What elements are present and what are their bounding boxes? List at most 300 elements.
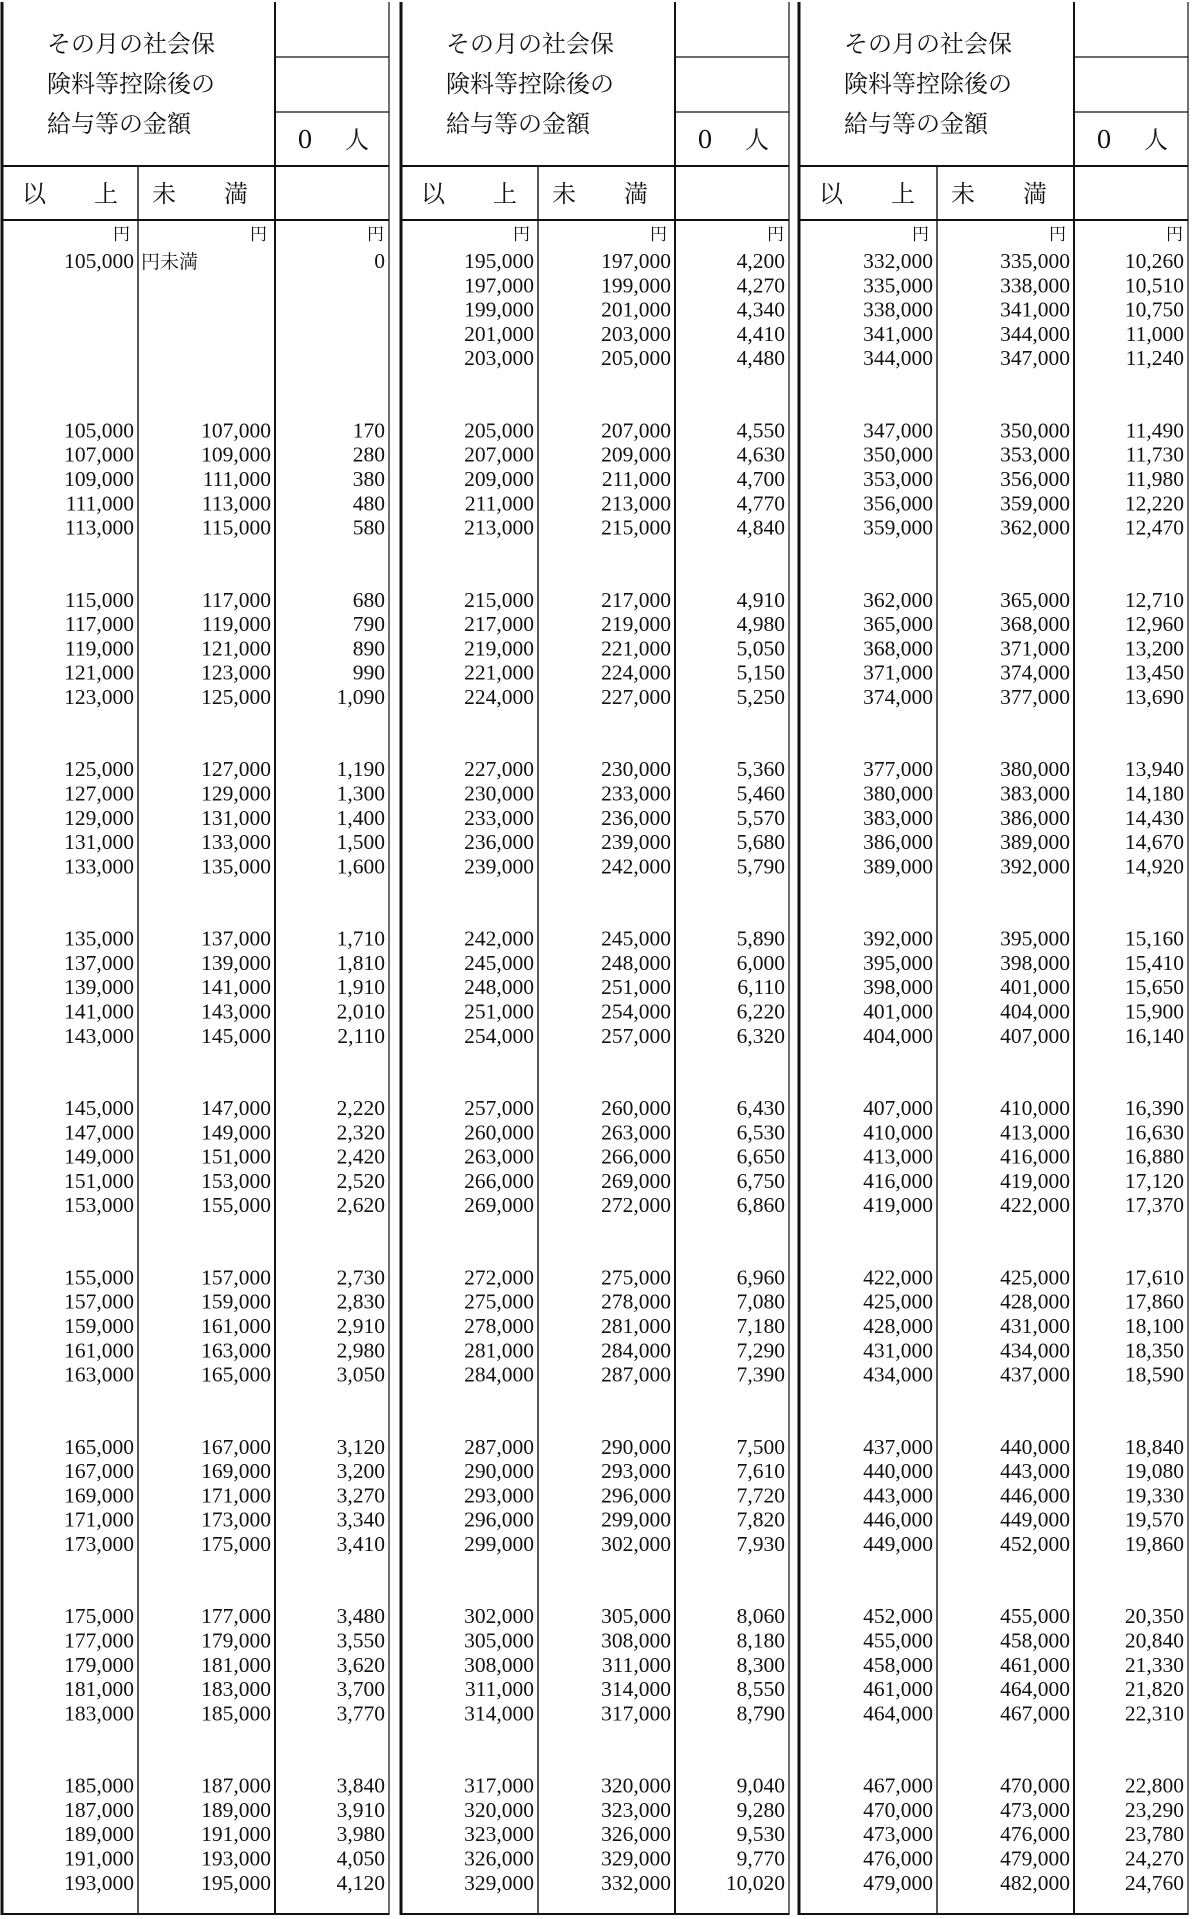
amount-to: 111,000: [202, 467, 271, 491]
amount-from: 145,000: [64, 1096, 134, 1120]
dependents-unit: 人: [1144, 126, 1168, 154]
amount-to: 365,000: [1000, 587, 1070, 612]
tax-amount: 4,770: [736, 491, 785, 516]
amount-from: 395,000: [863, 950, 933, 975]
amount-from: 181,000: [64, 1677, 134, 1702]
amount-from: 290,000: [464, 1459, 534, 1484]
salary-amount-label: その月の社会保: [446, 30, 614, 58]
tax-amount: 21,820: [1124, 1677, 1184, 1702]
amount-to: 344,000: [1000, 321, 1070, 346]
tax-amount: 6,220: [736, 999, 785, 1024]
dependents-unit: 人: [745, 126, 769, 154]
amount-from: 139,000: [64, 975, 134, 1000]
table-row: [64, 1847, 385, 1871]
tax-amount: 14,670: [1124, 830, 1184, 855]
table-row: [64, 1532, 385, 1556]
amount-from: 157,000: [64, 1289, 134, 1314]
tax-amount: 7,610: [736, 1459, 785, 1484]
tax-amount: 4,050: [336, 1846, 385, 1871]
table-row: [464, 1774, 785, 1798]
table-row: [64, 1363, 385, 1387]
amount-to: 293,000: [601, 1459, 671, 1484]
amount-to: 449,000: [1000, 1507, 1070, 1532]
dependents-count: 0: [1096, 126, 1112, 154]
table-row: [464, 346, 785, 370]
amount-from: 287,000: [464, 1434, 534, 1459]
tax-amount: 7,820: [736, 1507, 785, 1532]
amount-to: 167,000: [201, 1434, 271, 1459]
amount-to: 181,000: [201, 1652, 271, 1677]
amount-from: 191,000: [64, 1846, 134, 1871]
table-row: [863, 491, 1184, 515]
table-row: [863, 1265, 1184, 1289]
table-row: [464, 1000, 785, 1024]
table-row: [465, 1677, 785, 1701]
tax-amount: 9,040: [736, 1773, 785, 1798]
tax-amount: 5,570: [736, 805, 785, 830]
tax-amount: 4,340: [736, 297, 785, 322]
table-row: [464, 830, 785, 854]
amount-from: 398,000: [863, 975, 933, 1000]
table-row: [863, 1314, 1184, 1338]
tax-amount: 12,470: [1124, 515, 1184, 540]
amount-from: 374,000: [863, 685, 933, 709]
table-row: [465, 491, 785, 515]
table-row: [64, 1169, 385, 1193]
table-row: [464, 322, 785, 346]
table-row: [464, 1653, 785, 1677]
tax-amount: 8,300: [736, 1652, 785, 1677]
table-row: [64, 249, 385, 273]
amount-from: 167,000: [64, 1459, 134, 1484]
tax-amount: 20,350: [1124, 1604, 1184, 1629]
amount-to: 305,000: [601, 1604, 671, 1629]
amount-from: 175,000: [64, 1604, 134, 1629]
table-row: [464, 1096, 785, 1120]
amount-to: 452,000: [1000, 1532, 1070, 1556]
unit-label: 円: [367, 225, 384, 245]
tax-amount: 17,610: [1124, 1265, 1184, 1290]
tax-amount: 4,840: [736, 515, 785, 540]
table-row: [464, 685, 785, 709]
amount-to: 386,000: [1000, 805, 1070, 830]
amount-to: 242,000: [601, 854, 671, 879]
tax-amount: 3,770: [336, 1701, 385, 1726]
amount-to: 401,000: [1000, 975, 1070, 1000]
amount-to: 177,000: [201, 1604, 271, 1629]
tax-amount: 6,110: [737, 975, 785, 1000]
amount-from: 275,000: [464, 1289, 534, 1314]
amount-to: 254,000: [601, 999, 671, 1024]
amount-to: 149,000: [201, 1120, 271, 1145]
table-row: [64, 1096, 385, 1120]
table-row: [464, 1822, 785, 1846]
amount-from: 169,000: [64, 1483, 134, 1508]
column-header-to: 未 満: [152, 180, 248, 208]
amount-from: 121,000: [64, 660, 134, 685]
amount-from: 332,000: [863, 249, 933, 273]
tax-amount: 18,100: [1124, 1314, 1184, 1338]
amount-to: 377,000: [1000, 685, 1070, 709]
unit-label: 円: [513, 225, 530, 245]
amount-from: 159,000: [64, 1314, 134, 1338]
amount-from: 107,000: [64, 442, 134, 467]
salary-amount-label: 給与等の金額: [844, 110, 988, 138]
amount-from: 187,000: [64, 1797, 134, 1822]
amount-to: 359,000: [1000, 491, 1070, 516]
amount-from: 365,000: [863, 612, 933, 637]
amount-from: 119,000: [64, 636, 134, 661]
tax-amount: 7,080: [736, 1289, 785, 1314]
tax-amount: 22,310: [1124, 1701, 1184, 1726]
amount-to: 230,000: [601, 757, 671, 782]
tax-amount: 4,270: [736, 273, 785, 298]
amount-to: 217,000: [601, 587, 671, 612]
tax-amount: 18,350: [1124, 1338, 1184, 1363]
amount-to: 171,000: [201, 1483, 271, 1508]
table-row: [464, 661, 785, 685]
amount-to: 272,000: [601, 1193, 671, 1218]
tax-amount: 11,000: [1125, 321, 1184, 346]
dependents-unit: 人: [345, 126, 369, 154]
table-row: [464, 443, 785, 467]
amount-from: 219,000: [464, 636, 534, 661]
tax-amount: 18,590: [1124, 1362, 1184, 1387]
table-row: [863, 1701, 1184, 1725]
amount-from: 383,000: [863, 805, 933, 830]
tax-amount: 13,200: [1124, 636, 1184, 661]
amount-to: 482,000: [1000, 1870, 1070, 1895]
amount-from: 467,000: [863, 1773, 933, 1798]
tax-amount: 3,050: [336, 1362, 385, 1387]
table-row: [464, 1847, 785, 1871]
amount-to: 347,000: [1000, 346, 1070, 371]
table-row: [64, 1024, 385, 1048]
amount-from: 201,000: [464, 321, 534, 346]
amount-from: 135,000: [64, 926, 134, 951]
amount-from: 440,000: [863, 1459, 933, 1484]
table-row: [64, 443, 385, 467]
table-row: [863, 322, 1184, 346]
tax-amount: 2,620: [336, 1193, 385, 1218]
table-row: [64, 1290, 385, 1314]
table-row: [863, 249, 1184, 273]
column-header-to: 未 満: [951, 180, 1047, 208]
tax-amount: 3,120: [336, 1434, 385, 1459]
amount-to: 135,000: [201, 854, 271, 879]
table-row: [863, 782, 1184, 806]
table-row: [64, 782, 385, 806]
amount-from: 143,000: [64, 1023, 134, 1048]
amount-to: 410,000: [1000, 1096, 1070, 1120]
tax-amount: 1,300: [336, 781, 385, 806]
tax-amount: 2,420: [336, 1144, 385, 1169]
tax-amount: 7,930: [736, 1532, 785, 1556]
amount-to: 165,000: [201, 1362, 271, 1387]
table-row: [464, 516, 785, 540]
table-row: [863, 1483, 1184, 1507]
table-row: [863, 612, 1184, 636]
amount-from: 320,000: [464, 1797, 534, 1822]
amount-to: 239,000: [601, 830, 671, 855]
amount-from: 245,000: [464, 950, 534, 975]
tax-amount: 19,330: [1124, 1483, 1184, 1508]
tax-amount: 18,840: [1124, 1434, 1184, 1459]
table-row: [863, 1169, 1184, 1193]
amount-to: 437,000: [1000, 1362, 1070, 1387]
tax-amount: 15,650: [1124, 975, 1184, 1000]
amount-from: 179,000: [64, 1652, 134, 1677]
amount-from: 115,000: [64, 587, 134, 612]
table-row: [64, 854, 385, 878]
tax-amount: 24,270: [1124, 1846, 1184, 1871]
amount-from: 422,000: [863, 1265, 933, 1290]
tax-amount: 3,410: [336, 1532, 385, 1556]
table-row: [64, 806, 385, 830]
amount-from: 131,000: [64, 830, 134, 855]
amount-to: 213,000: [601, 491, 671, 516]
amount-to: 278,000: [601, 1289, 671, 1314]
amount-to: 467,000: [1000, 1701, 1070, 1726]
tax-amount: 4,910: [736, 587, 785, 612]
tax-amount: 2,110: [337, 1023, 385, 1048]
amount-from: 185,000: [64, 1773, 134, 1798]
table-row: [64, 1435, 385, 1459]
table-row: [863, 443, 1184, 467]
table-row: [863, 1363, 1184, 1387]
tax-amount: 9,280: [736, 1797, 785, 1822]
amount-from: 431,000: [863, 1338, 933, 1363]
amount-to: 201,000: [601, 297, 671, 322]
table-row: [464, 1435, 785, 1459]
amount-from: 129,000: [64, 805, 134, 830]
amount-from: 425,000: [863, 1289, 933, 1314]
amount-to: 161,000: [201, 1314, 271, 1338]
amount-to: 311,000: [601, 1652, 671, 1677]
tax-amount: 3,270: [336, 1483, 385, 1508]
amount-to: 257,000: [601, 1023, 671, 1048]
tax-amount: 6,860: [736, 1193, 785, 1218]
tax-amount: 1,090: [336, 685, 385, 709]
amount-to: 440,000: [1000, 1434, 1070, 1459]
amount-to: 236,000: [601, 805, 671, 830]
amount-to: 227,000: [601, 685, 671, 709]
table-row: [464, 298, 785, 322]
amount-to: 464,000: [1000, 1677, 1070, 1702]
amount-to: 145,000: [201, 1023, 271, 1048]
tax-amount: 6,000: [736, 950, 785, 975]
amount-from: 215,000: [464, 587, 534, 612]
amount-to: 191,000: [201, 1822, 271, 1847]
amount-from: 452,000: [863, 1604, 933, 1629]
amount-to: 458,000: [1000, 1628, 1070, 1653]
amount-from: 368,000: [863, 636, 933, 661]
table-row: [464, 588, 785, 612]
table-row: [863, 1677, 1184, 1701]
salary-amount-label: その月の社会保: [844, 30, 1012, 58]
tax-amount: 10,510: [1124, 273, 1184, 298]
amount-from: 314,000: [464, 1701, 534, 1726]
amount-from: 272,000: [464, 1265, 534, 1290]
amount-to: 155,000: [201, 1193, 271, 1218]
tax-amount: 10,750: [1124, 297, 1184, 322]
amount-to: 389,000: [1000, 830, 1070, 855]
amount-from: 296,000: [464, 1507, 534, 1532]
table-row: [64, 1822, 385, 1846]
unit-label: 円: [250, 225, 267, 245]
table-row: [64, 685, 385, 709]
amount-to: 434,000: [1000, 1338, 1070, 1363]
tax-amount: 2,010: [336, 999, 385, 1024]
amount-from: 437,000: [863, 1434, 933, 1459]
tax-amount: 380: [352, 467, 385, 491]
amount-to: 380,000: [1000, 757, 1070, 782]
table-row: [863, 516, 1184, 540]
tax-amount: 16,140: [1124, 1023, 1184, 1048]
table-row: [64, 1483, 385, 1507]
table-row: [863, 1532, 1184, 1556]
tax-amount: 4,630: [736, 442, 785, 467]
amount-from: 359,000: [863, 515, 933, 540]
amount-to: 107,000: [201, 418, 271, 443]
unit-label: 円: [912, 225, 929, 245]
tax-amount: 19,570: [1124, 1507, 1184, 1532]
amount-to: 416,000: [1000, 1144, 1070, 1169]
amount-to: 199,000: [601, 273, 671, 298]
tax-amount: 4,410: [736, 321, 785, 346]
tax-amount: 890: [352, 636, 385, 661]
amount-to: 123,000: [201, 660, 271, 685]
tax-amount: 1,400: [336, 805, 385, 830]
tax-amount: 3,200: [336, 1459, 385, 1484]
dependents-count: 0: [297, 126, 313, 154]
amount-from: 266,000: [464, 1168, 534, 1193]
amount-to: 197,000: [601, 249, 671, 273]
salary-amount-label: 険料等控除後の: [446, 70, 614, 98]
tax-amount: 3,620: [336, 1652, 385, 1677]
table-row: [464, 1338, 785, 1362]
amount-to: 479,000: [1000, 1846, 1070, 1871]
table-row: [464, 806, 785, 830]
tax-amount: 21,330: [1124, 1652, 1184, 1677]
table-row: [64, 1604, 385, 1628]
tax-amount: 9,770: [736, 1846, 785, 1871]
amount-from: 434,000: [863, 1362, 933, 1387]
amount-to: 350,000: [1000, 418, 1070, 443]
amount-from: 117,000: [64, 612, 134, 637]
amount-from: 476,000: [863, 1846, 933, 1871]
amount-to: 383,000: [1000, 781, 1070, 806]
amount-to: 139,000: [201, 950, 271, 975]
amount-to: 287,000: [601, 1362, 671, 1387]
salary-amount-label: 給与等の金額: [446, 110, 590, 138]
table-row: [64, 418, 385, 442]
amount-from: 217,000: [464, 612, 534, 637]
tax-amount: 10,020: [725, 1870, 785, 1895]
table-row: [863, 1822, 1184, 1846]
amount-from: 193,000: [64, 1870, 134, 1895]
column-header-to: 未 満: [552, 180, 648, 208]
amount-from: 133,000: [64, 854, 134, 879]
unit-label: 円: [767, 225, 784, 245]
table-row: [863, 467, 1184, 491]
table-row: [464, 1532, 785, 1556]
table-row: [464, 1871, 785, 1895]
amount-from: 149,000: [64, 1144, 134, 1169]
amount-from: 165,000: [64, 1434, 134, 1459]
amount-to: 320,000: [601, 1773, 671, 1798]
table-row: [863, 830, 1184, 854]
tax-amount: 5,680: [736, 830, 785, 855]
table-row: [863, 685, 1184, 709]
table-row: [64, 1774, 385, 1798]
amount-from: 105,000: [64, 249, 134, 273]
tax-amount: 17,860: [1124, 1289, 1184, 1314]
table-row: [863, 418, 1184, 442]
amount-to: 332,000: [601, 1870, 671, 1895]
amount-to: 419,000: [1000, 1168, 1070, 1193]
amount-to: 398,000: [1000, 950, 1070, 975]
table-row: [863, 1871, 1184, 1895]
amount-to: 404,000: [1000, 999, 1070, 1024]
tax-amount: 7,290: [736, 1338, 785, 1363]
amount-from: 147,000: [64, 1120, 134, 1145]
amount-from: 137,000: [64, 950, 134, 975]
amount-from: 305,000: [464, 1628, 534, 1653]
table-row: [66, 491, 385, 515]
table-row: [464, 951, 785, 975]
amount-to: 317,000: [601, 1701, 671, 1726]
table-panel: [2, 2, 389, 1915]
amount-to: 157,000: [201, 1265, 271, 1290]
salary-amount-label: 給与等の金額: [47, 110, 191, 138]
amount-to: 290,000: [601, 1434, 671, 1459]
amount-to: 422,000: [1000, 1193, 1070, 1218]
amount-to: 109,000: [201, 442, 271, 467]
table-row: [464, 1145, 785, 1169]
tax-amount: 23,780: [1124, 1822, 1184, 1847]
tax-amount: 7,390: [736, 1362, 785, 1387]
amount-from: 189,000: [64, 1822, 134, 1847]
amount-from: 254,000: [464, 1023, 534, 1048]
tax-amount: 4,120: [336, 1870, 385, 1895]
tax-amount: 16,880: [1124, 1144, 1184, 1169]
amount-to: 133,000: [201, 830, 271, 855]
amount-from: 177,000: [64, 1628, 134, 1653]
amount-from: 257,000: [464, 1096, 534, 1120]
tax-amount: 0: [374, 249, 385, 273]
amount-from: 230,000: [464, 781, 534, 806]
amount-to: 281,000: [601, 1314, 671, 1338]
amount-from: 153,000: [64, 1193, 134, 1218]
amount-to: 193,000: [201, 1846, 271, 1871]
amount-to: 431,000: [1000, 1314, 1070, 1338]
table-row: [64, 1459, 385, 1483]
amount-to: 296,000: [601, 1483, 671, 1508]
table-row: [464, 1169, 785, 1193]
table-row: [464, 418, 785, 442]
tax-amount: 3,340: [336, 1507, 385, 1532]
table-row: [464, 854, 785, 878]
table-row: [64, 1653, 385, 1677]
amount-from: 449,000: [863, 1532, 933, 1556]
tax-amount: 14,180: [1124, 781, 1184, 806]
table-row: [64, 467, 385, 491]
table-row: [64, 661, 385, 685]
amount-from: 299,000: [464, 1532, 534, 1556]
tax-amount: 8,060: [736, 1604, 785, 1629]
table-row: [64, 1629, 385, 1653]
